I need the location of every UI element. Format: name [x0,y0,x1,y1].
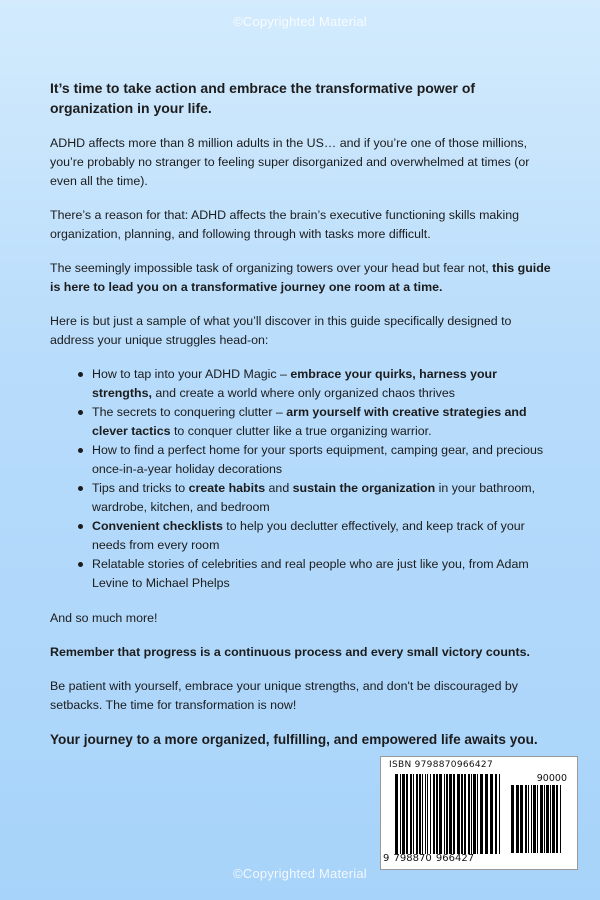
barcode-bar [446,774,448,854]
barcode-bars-addon [511,785,563,853]
list-item-text: to help you declutter effectively, and keep track of your needs from every room [92,519,525,552]
barcode-bar [546,785,549,853]
back-cover-text [50,78,555,764]
barcode-bar [406,774,408,854]
paragraph-so-much-more: And so much more! [50,611,158,625]
barcode-bar [410,774,412,854]
isbn-digits: 9 798870 966427 [383,853,475,864]
barcode-bar [433,774,435,854]
barcode-bar [453,774,455,854]
list-item [92,555,555,593]
barcode-bar [457,774,460,854]
barcode-bar [490,774,493,854]
barcode-bar [416,774,418,854]
list-item [92,517,555,555]
barcode-bar [516,785,519,853]
barcode-bars-main [395,774,503,854]
barcode-bar [552,785,555,853]
copyright-watermark-bottom: ©Copyrighted Material [233,866,367,881]
paragraph-adhd-stats: ADHD affects more than 8 million adults in the US… and if you’re one of those millions, you’re probably no stranger to feeling super disorganized and overwhelmed at times (or even all the time). [50,136,530,188]
barcode-bar [439,774,442,854]
barcode-bar [477,774,478,854]
paragraph-sample-intro: Here is but just a sample of what you’ll discover in this guide specifically designed to address your unique struggles head-on: [50,314,512,347]
barcode-bar [471,774,472,854]
barcode-bar [468,774,470,854]
barcode-bar [560,785,561,853]
feature-list [50,365,555,593]
barcode-bar [473,774,476,854]
copyright-watermark-top: ©Copyrighted Material [233,14,367,29]
barcode-bar [461,774,463,854]
barcode-bar [413,774,414,854]
barcode-bar [400,774,401,854]
barcode-bar [528,785,529,853]
barcode-bar [444,774,445,854]
list-item-bold: Convenient checklists [92,519,223,533]
list-item-text: How to find a perfect home for your sports equipment, camping gear, and precious once-in-a-year holiday decorations [92,443,544,476]
barcode-bar [544,785,545,853]
barcode-bar [395,774,398,854]
list-item [92,365,555,403]
barcode-bar [436,774,438,854]
barcode-bar [540,785,543,853]
barcode-bar [485,774,488,854]
barcode-bar [464,774,466,854]
barcode-bar [430,774,431,854]
barcode-bar [449,774,452,854]
barcode-bar [537,785,538,853]
guide-intro-text: The seemingly impossible task of organizing towers over your head but fear not, [50,261,493,275]
list-item-text: and [265,481,293,495]
paragraph-progress: Remember that progress is a continuous process and every small victory counts. [50,645,530,659]
barcode-bar [531,785,532,853]
barcode-bar [550,785,551,853]
barcode-bar [422,774,423,854]
closing-statement: Your journey to a more organized, fulfilling, and empowered life awaits you. [50,732,538,747]
list-item-text: in your bathroom, wardrobe, kitchen, and bedroom [92,481,536,514]
isbn-label: ISBN 9798870966427 [389,760,493,770]
barcode-bar [520,785,523,853]
barcode-bar [425,774,426,854]
list-item-text: How to tap into your ADHD Magic – [92,367,291,381]
paragraph-guide-intro [50,259,555,297]
guide-intro-bold: this guide is here to lead you on a transformative journey one room at a time. [50,261,551,294]
list-item-bold: sustain the organization [292,481,436,495]
barcode-bar [556,785,558,853]
barcode-bar [419,774,421,854]
list-item [92,479,555,517]
list-item-text: Relatable stories of celebrities and real people who are just like you, from Adam Levine to Michael Phelps [92,557,529,590]
list-item-bold: embrace your quirks, harness your strengths, [92,367,497,400]
barcode-bar [402,774,405,854]
barcode-bar [533,785,536,853]
list-item-text: to conquer clutter like a true organizing warrior. [170,424,432,438]
list-item-bold: arm yourself with creative strategies and clever tactics [92,405,527,438]
list-item [92,441,555,479]
price-code: 90000 [536,773,567,784]
list-item-text: and create a world where only organized chaos thrives [151,386,455,400]
paragraph-be-patient: Be patient with yourself, embrace your unique strengths, and don't be discouraged by setbacks. The time for transformation is now! [50,679,518,712]
isbn-barcode [380,756,578,870]
barcode-bar [511,785,514,853]
barcode-bar [427,774,428,854]
headline: It’s time to take action and embrace the transformative power of organization in your life. [50,80,476,116]
list-item-text: Tips and tricks to [92,481,189,495]
list-item-bold: create habits [188,481,266,495]
paragraph-executive-function: There’s a reason for that: ADHD affects the brain’s executive functioning skills making organization, planning, and following through with tasks more difficult. [50,208,520,241]
barcode-bar [499,774,500,854]
barcode-bar [525,785,527,853]
barcode-bar [495,774,497,854]
list-item-text: The secrets to conquering clutter – [92,405,287,419]
list-item [92,403,555,441]
barcode-bar [480,774,483,854]
